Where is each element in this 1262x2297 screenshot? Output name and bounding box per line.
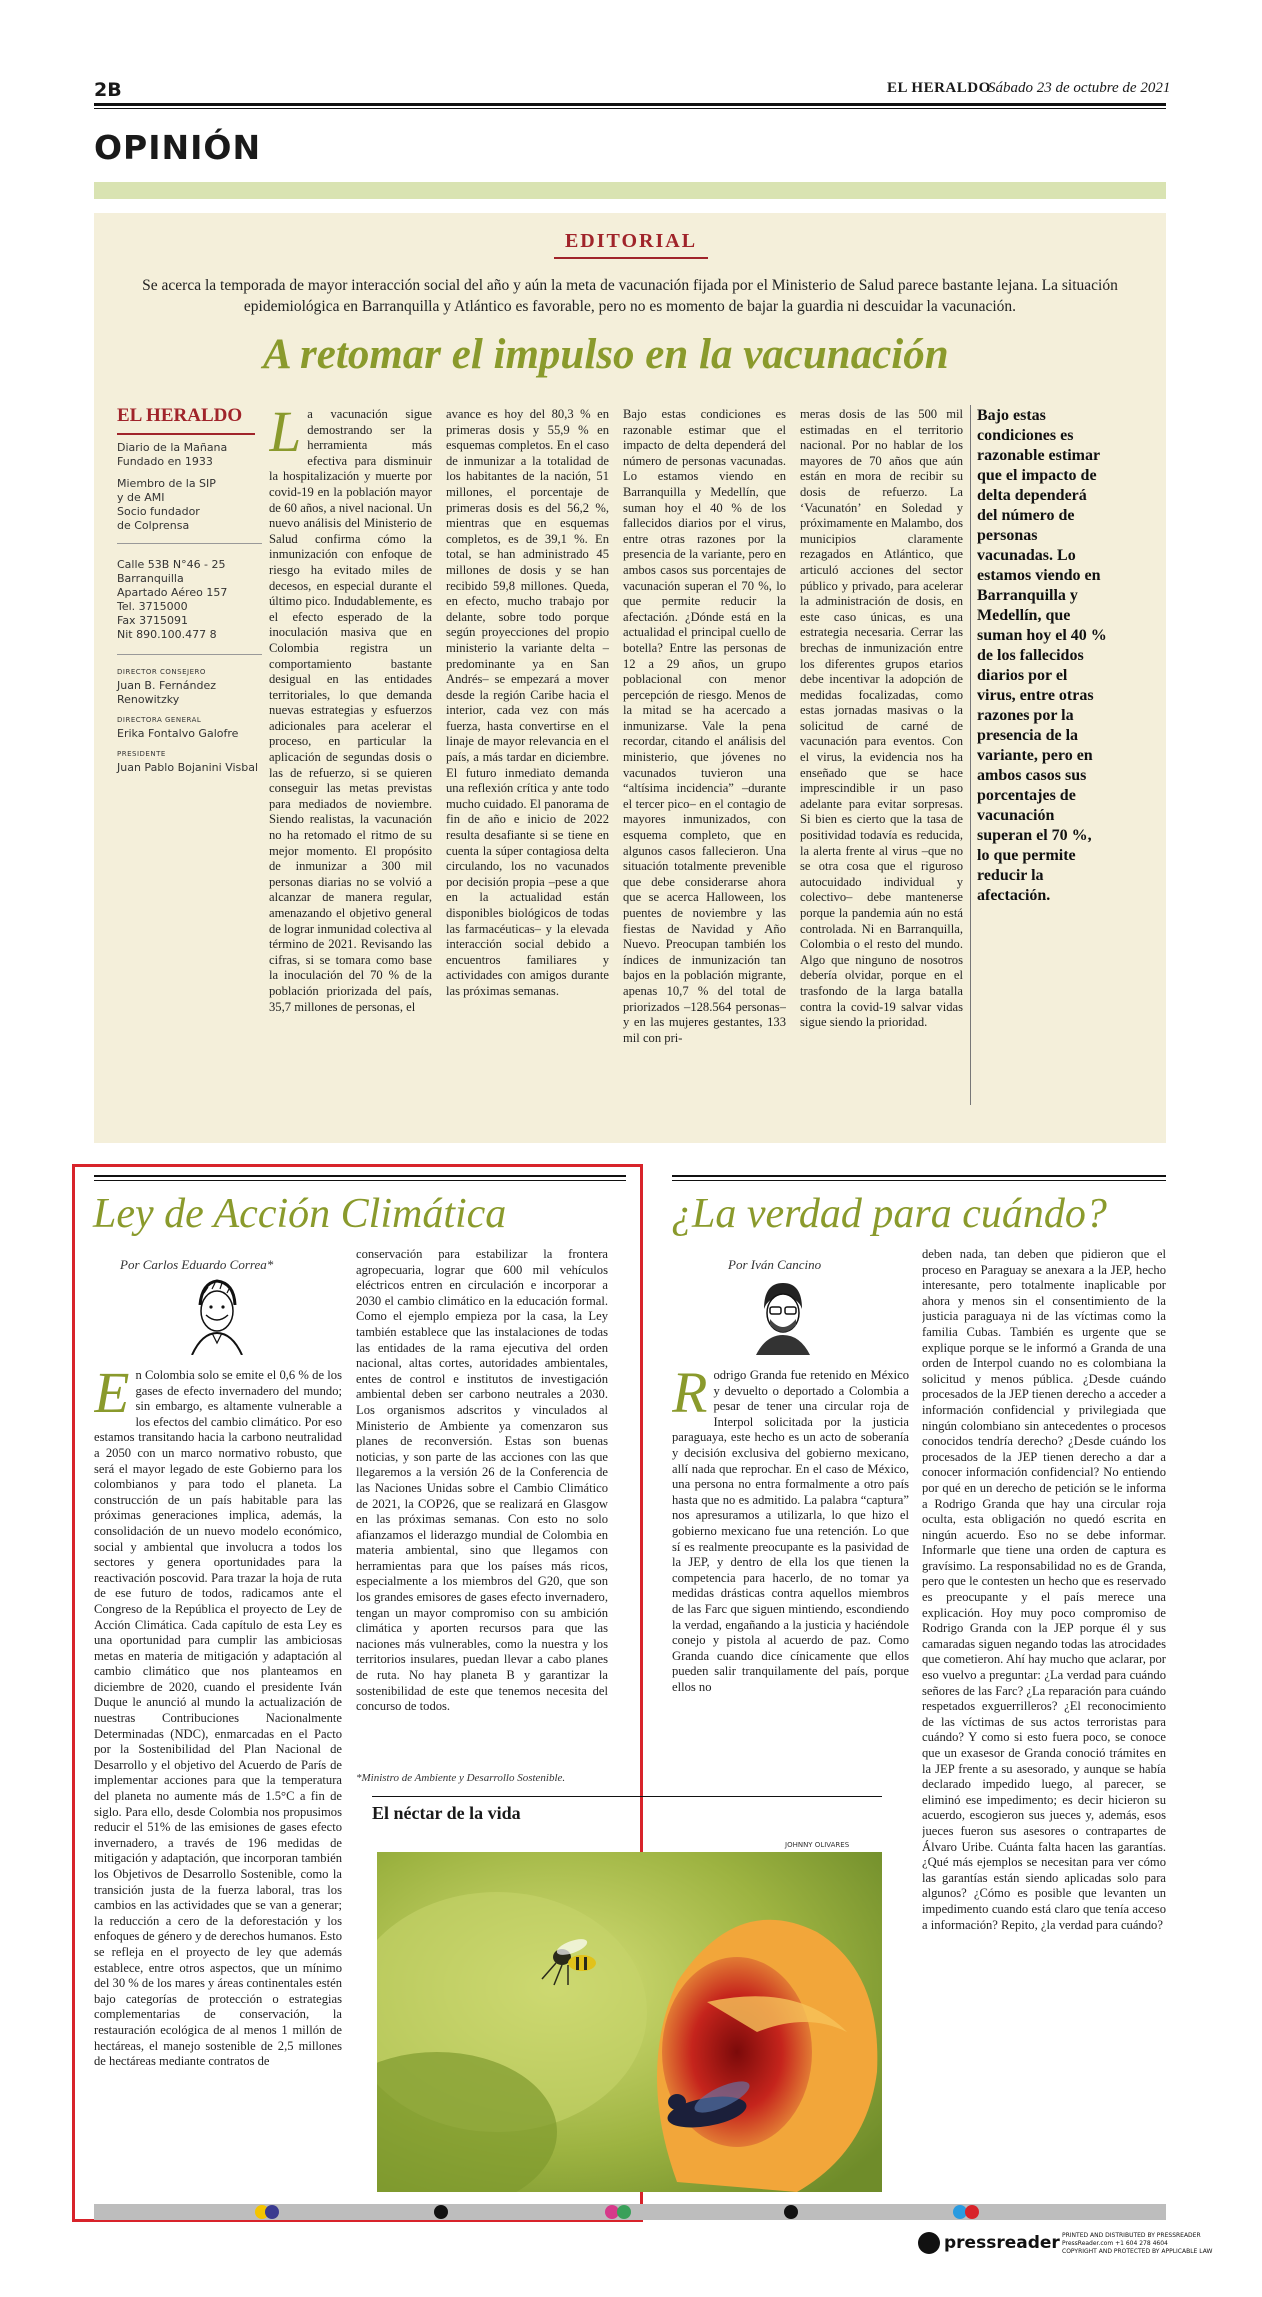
photo-credit: JOHNNY OLIVARES <box>785 1841 850 1849</box>
footer-legal-line: COPYRIGHT AND PROTECTED BY APPLICABLE LAW <box>1062 2248 1213 2255</box>
header-rule <box>94 103 1166 106</box>
article2-text: odrigo Granda fue retenido en México y devuelto o deportado a Colombia a pesar de tener una circular roja de Interpol solicitada por la justicia paraguaya, este hecho es un acto de soberanía y decisión exclusiva del gobierno mexicano, allí nada que reprochar. En el caso de México, una persona no entra formalmente a otro país hasta que no es admitido. La palabra “captura” nos apresuramos a utilizarla, lo que hizo el gobierno mexicano fue una retención. Lo que sí es realmente preocupante es la pasividad de la JEP, y dentro de ella los que tienen la competencia para hacerlo, de no tomar ya medidas drásticas contra aquellos miembros de las Farc que siguen mintiendo, escondiendo la verdad, engañando a la justicia y haciéndole conejo y pistola al acuerdo de paz. Como Granda cuando dice cínicamente que ellos pueden salir tranquilamente del país, porque ellos no <box>672 1368 909 1694</box>
editorial-text: meras dosis de las 500 mil estimadas en el territorio nacional. Por no hablar de los mayores de 70 años que aún están en mora de recibir su dosis de refuerzo. La ‘Vacunatón’ en Soledad y próximamente en Malambo, dos municipios claramente rezagados en Atlántico, que articuló acciones del sector público y privado, para acelerar la administración de dosis, en este caso únicas, es una estrategia necesaria. Cerrar las brechas de inmunización entre los diferentes grupos etarios debe incentivar la adopción de medidas focalizadas, como estas jornadas masivas o la solicitud de carné de vacunación para eventos. Con el virus, la evidencia nos ha enseñado que se hace imprescindible ir un paso adelante para evitar sorpresas. Si bien es cierto que la tasa de positividad todavía es reducida, la alerta frente al virus –que no se otra cosa que el riguroso autocuidado individual y colectivo– debe mantenerse porque la pandemia aún no está controlada. Ni en Barranquilla, Colombia o el resto del mundo. Algo que ninguno de nosotros debería olvidar, porque en el trasfondo de la larga batalla contra la covid-19 salvar vidas sigue siendo la prioridad. <box>800 407 963 1030</box>
article2-byline: Por Iván Cancino <box>728 1257 822 1272</box>
article1-text: n Colombia solo se emite el 0,6 % de los gases de efecto invernadero del mundo; sin embargo, es altamente vulnerable a los efectos del cambio climático. Por eso estamos transitando hacia la carbono neutralidad a 2050 con un marco normativo robusto, que será el mayor legado de este Gobierno para los colombianos y para todo el planeta. La construcción de un país habitable para las próximas generaciones implica, además, la consolidación de un nuevo modelo económico, social y ambiental que involucra a todos los sectores y genera oportunidades para la reactivación poscovid. Para trazar la hoja de ruta de ese futuro de todos, radicamos ante el Congreso de la República el proyecto de Ley de Acción Climática. Cada capítulo de esta Ley es una oportunidad para cumplir las ambiciosas metas en materia de mitigación y adaptación al cambio climático que nos planteamos en diciembre de 2020, cuando el presidente Iván Duque le anunció al mundo la actualización de nuestras Contribuciones Nacionalmente Determinadas (NDC), enmarcadas en el Pacto por la Sostenibilidad del Plan Nacional de Desarrollo y el objetivo del Acuerdo de París de implementar acciones para que la temperatura del planeta no aumente más de 1.5°C a fin de siglo. Para ello, desde Colombia nos propusimos reducir el 51% de las emisiones de gases efecto invernadero, a través de 196 medidas de mitigación y adaptación, que incorporan también los Objetivos de Desarrollo Sostenible, como la transición justa de la fuerza laboral, tras los cambios en las actividades que se van a generar; la reducción a cero de la deforestación y los enfoques de género y de derechos humanos. Esto se refleja en el proyecto de ley que además establece, entre otros aspectos, que un mínimo del 30 % de los mares y áreas continentales estén bajo categorías de protección o estrategias complementarias de conservación, la restauración ecológica de al menos 1 millón de hectáreas, el manejo sostenible de 2,5 millones de hectáreas mediante contratos de <box>94 1368 342 2069</box>
article2-top-rule <box>672 1175 1166 1177</box>
masthead-address: Fax 3715091 <box>117 614 189 627</box>
editorial-dropcap: L <box>269 407 302 464</box>
masthead-line: Diario de la Mañana <box>117 441 228 454</box>
masthead-line: Fundado en 1933 <box>117 455 213 468</box>
article2-column-2 <box>922 1247 1166 2195</box>
article1-byline: Por Carlos Eduardo Correa* <box>120 1257 274 1272</box>
masthead-line: Miembro de la SIP <box>117 477 216 490</box>
masthead-address: Nit 890.100.477 8 <box>117 628 217 641</box>
masthead-role: PRESIDENTE <box>117 750 166 758</box>
article1-column-2 <box>356 1247 608 1765</box>
photo-title: El néctar de la vida <box>372 1803 521 1823</box>
footer-legal <box>1062 2232 1212 2256</box>
masthead-name: EL HERALDO <box>117 405 243 426</box>
masthead-person: Juan B. Fernández Renowitzky <box>117 679 216 706</box>
footer-legal-line: PRINTED AND DISTRIBUTED BY PRESSREADER <box>1062 2232 1201 2239</box>
editorial-text: a vacunación sigue demostrando ser la herramienta más efectiva para disminuir la hospitalización y muerte por covid-19 en la población mayor de 60 años, a nivel nacional. Un nuevo análisis del Ministerio de Salud confirma cómo la inmunización con enfoque de riesgo ha evitado miles de decesos, en especial durante el último pico. Indudablemente, es el efecto esperado de la inoculación masiva que en Colombia registra un comportamiento bastante desigual en las entidades territoriales, lo que demanda nuevas estrategias y esfuerzos adicionales para acelerar el proceso, en particular la aplicación de segundas dosis o las de refuerzo, si se quieren conseguir las metas previstas para mediados de noviembre. Siendo realistas, la vacunación no ha retomado el ritmo de su mejor momento. El propósito de inmunizar a 300 mil personas diarias no se volvió a alcanzar de manera regular, amenazando el objetivo general de lograr inmunidad colectiva al término de 2021. Revisando las cifras, si se tomara como base la inoculación del 70 % de la población priorizada del país, 35,7 millones de personas, el <box>269 407 432 1014</box>
pressreader-brand: pressreader <box>944 2233 1060 2253</box>
editorial-column-3 <box>623 407 786 1112</box>
article1-text: conservación para estabilizar la frontera agropecuaria, lograr que 600 mil vehículos eléctricos entren en circulación e incorporar a 2030 el cambio climático en la educación formal. Como el ejemplo empieza por la casa, la Ley también establece que las instalaciones de todas las entidades de la rama ejecutiva del orden nacional, altas cortes, autoridades ambientales, entes de control e institutos de investigación ambiental deben ser carbono neutrales a 2030. Los organismos adscritos y vinculados al Ministerio de Ambiente ya comenzaron sus planes de reconversión. Estas son buenas noticias, y son parte de las acciones con las que llegaremos a la versión 26 de la Conferencia de las Naciones Unidas sobre el Cambio Climático de 2021, la COP26, que se realizará en Glasgow en las próximas semanas. Con esto no solo afianzamos el liderazgo mundial de Colombia en materia ambiental, sino que llegamos con herramientas para que los países más ricos, especialmente a los miembros del G20, que son los grandes emisores de gases efecto invernadero, tengan un mayor compromiso con su ambición climática y aporten recursos para que las naciones más vulnerables, como la nuestra y los territorios insulares, puedan llevar a cabo planes de ruta. No hay planeta B y garantizar la sostenibilidad de este que tenemos necesita del concurso de todos. <box>356 1247 608 1714</box>
masthead-role: DIRECTOR CONSEJERO <box>117 668 206 676</box>
masthead-address: Calle 53B N°46 - 25 <box>117 558 226 571</box>
paper-name: EL HERALDO <box>887 80 991 96</box>
masthead-line: Socio fundador <box>117 505 200 518</box>
masthead-line: y de AMI <box>117 491 165 504</box>
footer-legal-line: PressReader.com +1 604 278 4604 <box>1062 2240 1168 2247</box>
masthead-rule <box>117 433 255 435</box>
article1-top-rule <box>94 1175 626 1177</box>
editorial-text: Bajo estas condiciones es razonable estimar que el impacto de delta dependerá del número de personas vacunadas. Lo estamos viendo en Barranquilla y Medellín, que suman hoy el 40 % de los fallecidos diarios por el virus, entre otras razones por la presencia de la variante, pero en ambos casos sus porcentajes de vacunación superan el 70 %, lo que permite reducir la afectación. ¿Dónde está en la actualidad el principal cuello de botella? Entre las personas de 12 a 29 años, un grupo poblacional con menor percepción de riesgo. Menos de la mitad se ha acercado a inmunizarse. Vale la pena recordar, citando el análisis del ministerio, que jóvenes no vacunados tuvieron una “altísima incidencia” –durante el tercer pico– en el contagio de mayores inmunizados, con esquema completo, que en algunos casos fallecieron. Una situación totalmente prevenible que debe considerarse ahora que se acerca Halloween, los puentes de noviembre y las fiestas de Navidad y Año Nuevo. Preocupan también los índices de inmunización tan bajos en la población migrante, apenas 10,7 % del total de priorizados –128.564 personas– y en las mujeres gestantes, 133 mil con pri- <box>623 407 786 1045</box>
article1-column-1 <box>94 1368 342 2178</box>
article2-title: ¿La verdad para cuándo? <box>671 1191 1107 1237</box>
article2-dropcap: R <box>672 1368 708 1425</box>
editorial-pullquote: Bajo estas condiciones es razonable estimar que el impacto de delta dependerá del número de personas vacunadas. Lo estamos viendo en Barranquilla y Medellín, que suman hoy el 40 % de los fallecidos diarios por el virus, entre otras razones por la presencia de la variante, pero en ambos casos sus porcentajes de vacunación superan el 70 %, lo que permite reducir la afectación. <box>977 407 1107 904</box>
editorial-title: A retomar el impulso en la vacunación <box>263 331 949 378</box>
editorial-deck: Se acerca la temporada de mayor interacción social del año y aún la meta de vacunación fijada por el Ministerio de Salud parece bastante lejana. La situación epidemiológica en Barranquilla y Atlántico es favorable, pero no es momento de bajar la guardia ni descuidar la vacunación. <box>142 277 1118 315</box>
article2-column-1 <box>672 1368 909 1868</box>
masthead <box>117 405 262 775</box>
section-band <box>94 182 1166 199</box>
page-number: 2B <box>94 79 122 101</box>
masthead-person: Erika Fontalvo Galofre <box>117 727 239 740</box>
masthead-line: de Colprensa <box>117 519 190 532</box>
photo-nectar <box>377 1852 882 2192</box>
article1-dropcap: E <box>94 1368 130 1425</box>
article1-title: Ley de Acción Climática <box>93 1191 507 1237</box>
article2-text: deben nada, tan deben que pidieron que el proceso en Paraguay se anexara a la JEP, hecho interesante, pero totalmente inaplicable por ahora y menos sin el consentimiento de la justicia paraguaya ni de las víctimas como la familia Cubas. También es urgente que se explique porque se le informó a Granda de una orden de Interpol cuando no es colombiana la solicitud y menos pública. ¿Desde cuándo procesados de la JEP tienen derecho a acceder a información confidencial y privilegiada que ningún colombiano sin antecedentes o procesos conocidos tendría derecho? ¿Desde cuándo los procesados de la JEP tienen derecho a dar a conocer información confidencial? No entiendo por qué en un derecho de petición se le informa a Rodrigo Granda que hay una circular roja oculta, esta obligación no quedó escrita en ningún acuerdo. Eso no se debe informar. Informarle que tiene una orden de captura es gravísimo. La responsabilidad no es de Granda, pero que le contesten un hecho que es reservado es preocupante y el país merece una explicación. Hoy muy poco compromiso de Rodrigo Granda con la JEP porque él y sus camaradas siguen negando todas las atrocidades que cometieron. Ahí hay mucho que aclarar, por eso vuelvo a preguntar: ¿La verdad para cuándo señores de las Farc? ¿La reparación para cuándo respetados exguerrilleros? ¿El reconocimiento de las víctimas de sus actos terroristas para cuándo? Y como si esto fuera poco, se conoce que un exasesor de Granda conoció trámites en la JEP frente a su asesorado, y aunque se había declarado impedido luego, al parecer, se eliminó ese impedimento; es decir hicieron su acuerdo, escogieron sus jueces y, además, esos jueces fueron sus asesores o contrapartes de Álvaro Uribe. Cuánta falta hacen las garantías. ¿Qué más ejemplos se necesitan para ver cómo las garantías están siendo aplicadas solo para algunos? ¿Cómo es posible que levanten un impedimento cuando está claro que tenía acceso a información? Repito, ¿la verdad para cuándo? <box>922 1247 1166 1932</box>
article1-footnote: *Ministro de Ambiente y Desarrollo Sostenible. <box>356 1772 566 1784</box>
editorial-column-1 <box>269 407 432 1112</box>
author-portrait-icon <box>182 1275 252 1355</box>
masthead-address: Barranquilla <box>117 572 184 585</box>
editorial-label: EDITORIAL <box>564 230 698 252</box>
editorial-label-underline <box>554 257 708 259</box>
pressreader-logo-icon <box>918 2232 940 2254</box>
registration-marks <box>94 2204 1166 2220</box>
header-rule-thin <box>94 108 1166 109</box>
section-title: OPINIÓN <box>94 128 262 167</box>
article2-top-rule-thin <box>672 1180 1166 1181</box>
masthead-address: Apartado Aéreo 157 <box>117 586 228 599</box>
masthead-role: DIRECTORA GENERAL <box>117 716 202 724</box>
article1-top-rule-thin <box>94 1180 626 1181</box>
editorial-column-4 <box>800 407 963 1112</box>
editorial-column-2 <box>446 407 609 1112</box>
editorial-text: avance es hoy del 80,3 % en primeras dosis y 55,9 % en esquemas completos. En el caso de inmunizar a la totalidad de los habitantes de la nación, 51 millones, el porcentaje de primeras dosis es del 56,2 %, mientras que en esquemas completos, es de 39,1 %. En total, se han administrado 45 millones de dosis y se han recibido 59,8 millones. Queda, en efecto, mucho trabajo por delante, sobre todo porque según proyecciones del propio ministerio la variante delta –predominante ya en San Andrés– se empezará a mover desde la región Caribe hacia el interior, cada vez con más fuerza, hasta convertirse en el linaje de mayor relevancia en el país, a más tardar en diciembre. El futuro inmediato demanda una reflexión crítica y ante todo mucho cuidado. El panorama de fin de año e inicio de 2022 resulta desafiante si se tiene en cuenta la súper contagiosa delta circulando, los no vacunados por decisión propia –pese a que en la actualidad están disponibles biológicos de todas las farmacéuticas– y la elevada interacción social debido a encuentros familiares y actividades con amigos durante las próximas semanas. <box>446 407 609 998</box>
pullquote-rule <box>970 405 971 1105</box>
masthead-address: Tel. 3715000 <box>117 600 188 613</box>
page-date: Sábado 23 de octubre de 2021 <box>988 80 1171 96</box>
author-portrait-icon <box>748 1275 818 1355</box>
masthead-person: Juan Pablo Bojanini Visbal <box>117 761 259 774</box>
masthead-info <box>117 441 262 775</box>
